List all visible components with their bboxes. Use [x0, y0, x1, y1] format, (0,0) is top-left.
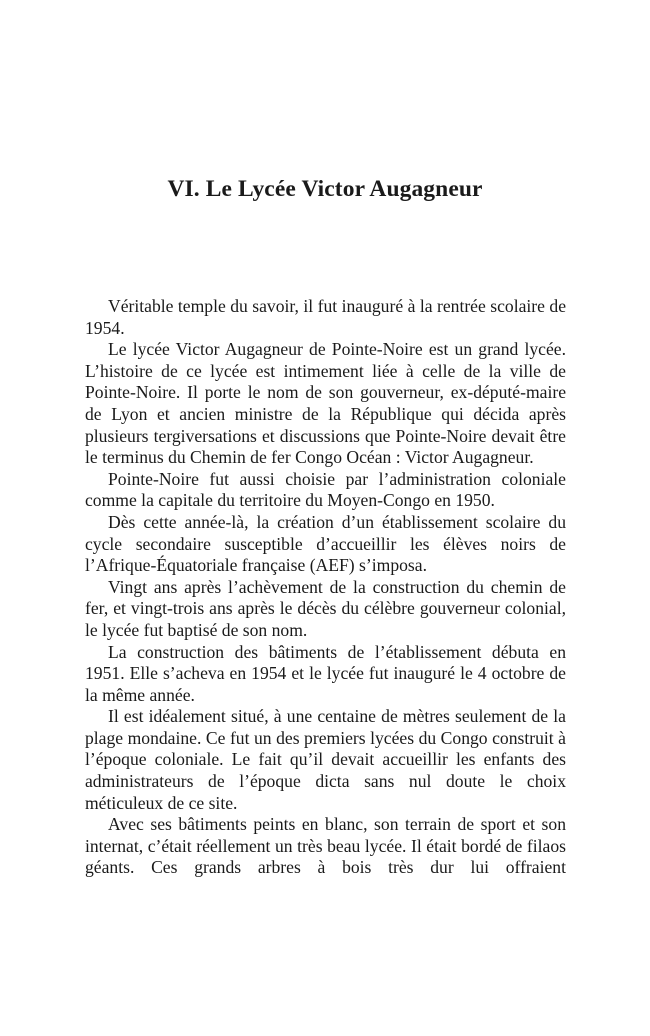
paragraph: Dès cette année-là, la création d’un établissement scolaire du cycle secondaire susceptible d’accueillir les élèves noirs de l’Afrique-Équatoriale française (AEF) s’imposa.: [85, 511, 566, 576]
chapter-body: [85, 296, 566, 879]
paragraph: Avec ses bâtiments peints en blanc, son terrain de sport et son internat, c’était réellement un très beau lycée. Il était bordé de filaos géants. Ces grands arbres à bois très dur lui offraient: [85, 814, 566, 878]
chapter-title: VI. Le Lycée Victor Augagneur: [167, 176, 483, 202]
paragraph: Véritable temple du savoir, il fut inauguré à la rentrée scolaire de 1954.: [85, 296, 566, 338]
paragraph: La construction des bâtiments de l’établissement débuta en 1951. Elle s’acheva en 1954 et le lycée fut inauguré le 4 octobre de la même année.: [85, 641, 566, 705]
paragraph: Le lycée Victor Augagneur de Pointe-Noire est un grand lycée. L’histoire de ce lycée est intimement liée à celle de la ville de Pointe-Noire. Il porte le nom de son gouverneur, ex-député-maire de Lyon et ancien ministre de la République qui décida après plusieurs tergiversations et discussions que Pointe-Noire devait être le terminus du Chemin de fer Congo Océan : Victor Augagneur.: [85, 339, 566, 468]
paragraph: Pointe-Noire fut aussi choisie par l’administration coloniale comme la capitale du territoire du Moyen-Congo en 1950.: [85, 468, 566, 511]
paragraph: Vingt ans après l’achèvement de la construction du chemin de fer, et vingt-trois ans après le décès du célèbre gouverneur colonial, le lycée fut baptisé de son nom.: [85, 576, 566, 640]
paragraph: Il est idéalement situé, à une centaine de mètres seulement de la plage mondaine. Ce fut un des premiers lycées du Congo construit à l’époque coloniale. Le fait qu’il devait accueillir les enfants des administrateurs de l’époque dicta sans nul doute le choix méticuleux de ce site.: [85, 706, 566, 813]
